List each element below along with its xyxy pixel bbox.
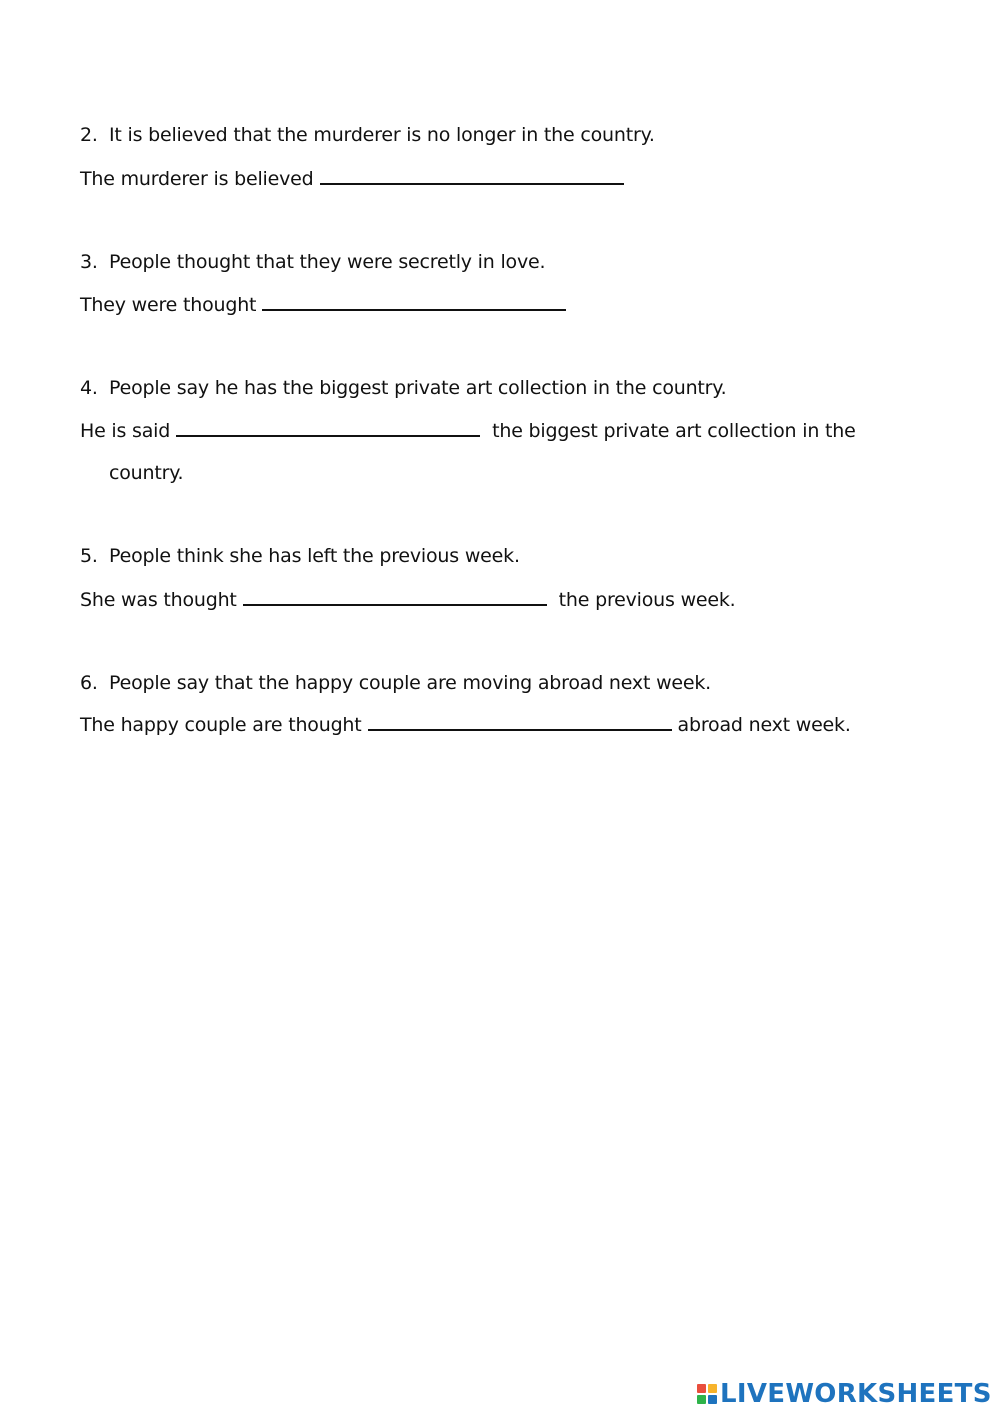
question-text: People thought that they were secretly in love. [109,251,546,273]
question-4-answer [80,417,856,444]
answer-blank-3[interactable] [262,291,566,311]
question-5-answer [80,586,736,613]
question-2-answer [80,165,630,192]
question-number: 5. [80,545,98,567]
question-3-answer [80,291,572,318]
liveworksheets-logo[interactable] [697,1379,992,1409]
answer-continuation: country. [109,462,184,484]
answer-blank-2[interactable] [320,165,624,185]
answer-ending: the biggest private art collection in the [492,420,856,442]
brand-name: LIVEWORKSHEETS [720,1379,992,1409]
question-text: People think she has left the previous week. [109,545,520,567]
logo-square [708,1384,717,1393]
question-4-prompt [80,375,726,401]
logo-square [708,1395,717,1404]
question-text: People say he has the biggest private art collection in the country. [109,377,727,399]
logo-square [697,1384,706,1393]
question-4-continuation [109,460,183,486]
answer-stem: The happy couple are thought [80,714,362,736]
answer-stem: They were thought [80,294,257,316]
question-text: People say that the happy couple are moving abroad next week. [109,672,712,694]
question-5-prompt [80,543,520,569]
logo-square [697,1395,706,1404]
answer-blank-6[interactable] [368,711,672,731]
answer-stem: She was thought [80,589,237,611]
answer-stem: He is said [80,420,171,442]
answer-blank-4[interactable] [176,417,480,437]
question-text: It is believed that the murderer is no longer in the country. [109,124,655,146]
question-number: 2. [80,124,98,146]
question-2-prompt [80,122,655,148]
answer-stem: The murderer is believed [80,168,314,190]
answer-blank-5[interactable] [243,586,547,606]
logo-mark-icon [697,1384,717,1404]
question-number: 4. [80,377,98,399]
question-number: 3. [80,251,98,273]
question-3-prompt [80,249,545,275]
answer-ending: abroad next week. [677,714,851,736]
answer-ending: the previous week. [558,589,736,611]
question-number: 6. [80,672,98,694]
question-6-prompt [80,670,711,696]
question-6-answer [80,711,851,738]
